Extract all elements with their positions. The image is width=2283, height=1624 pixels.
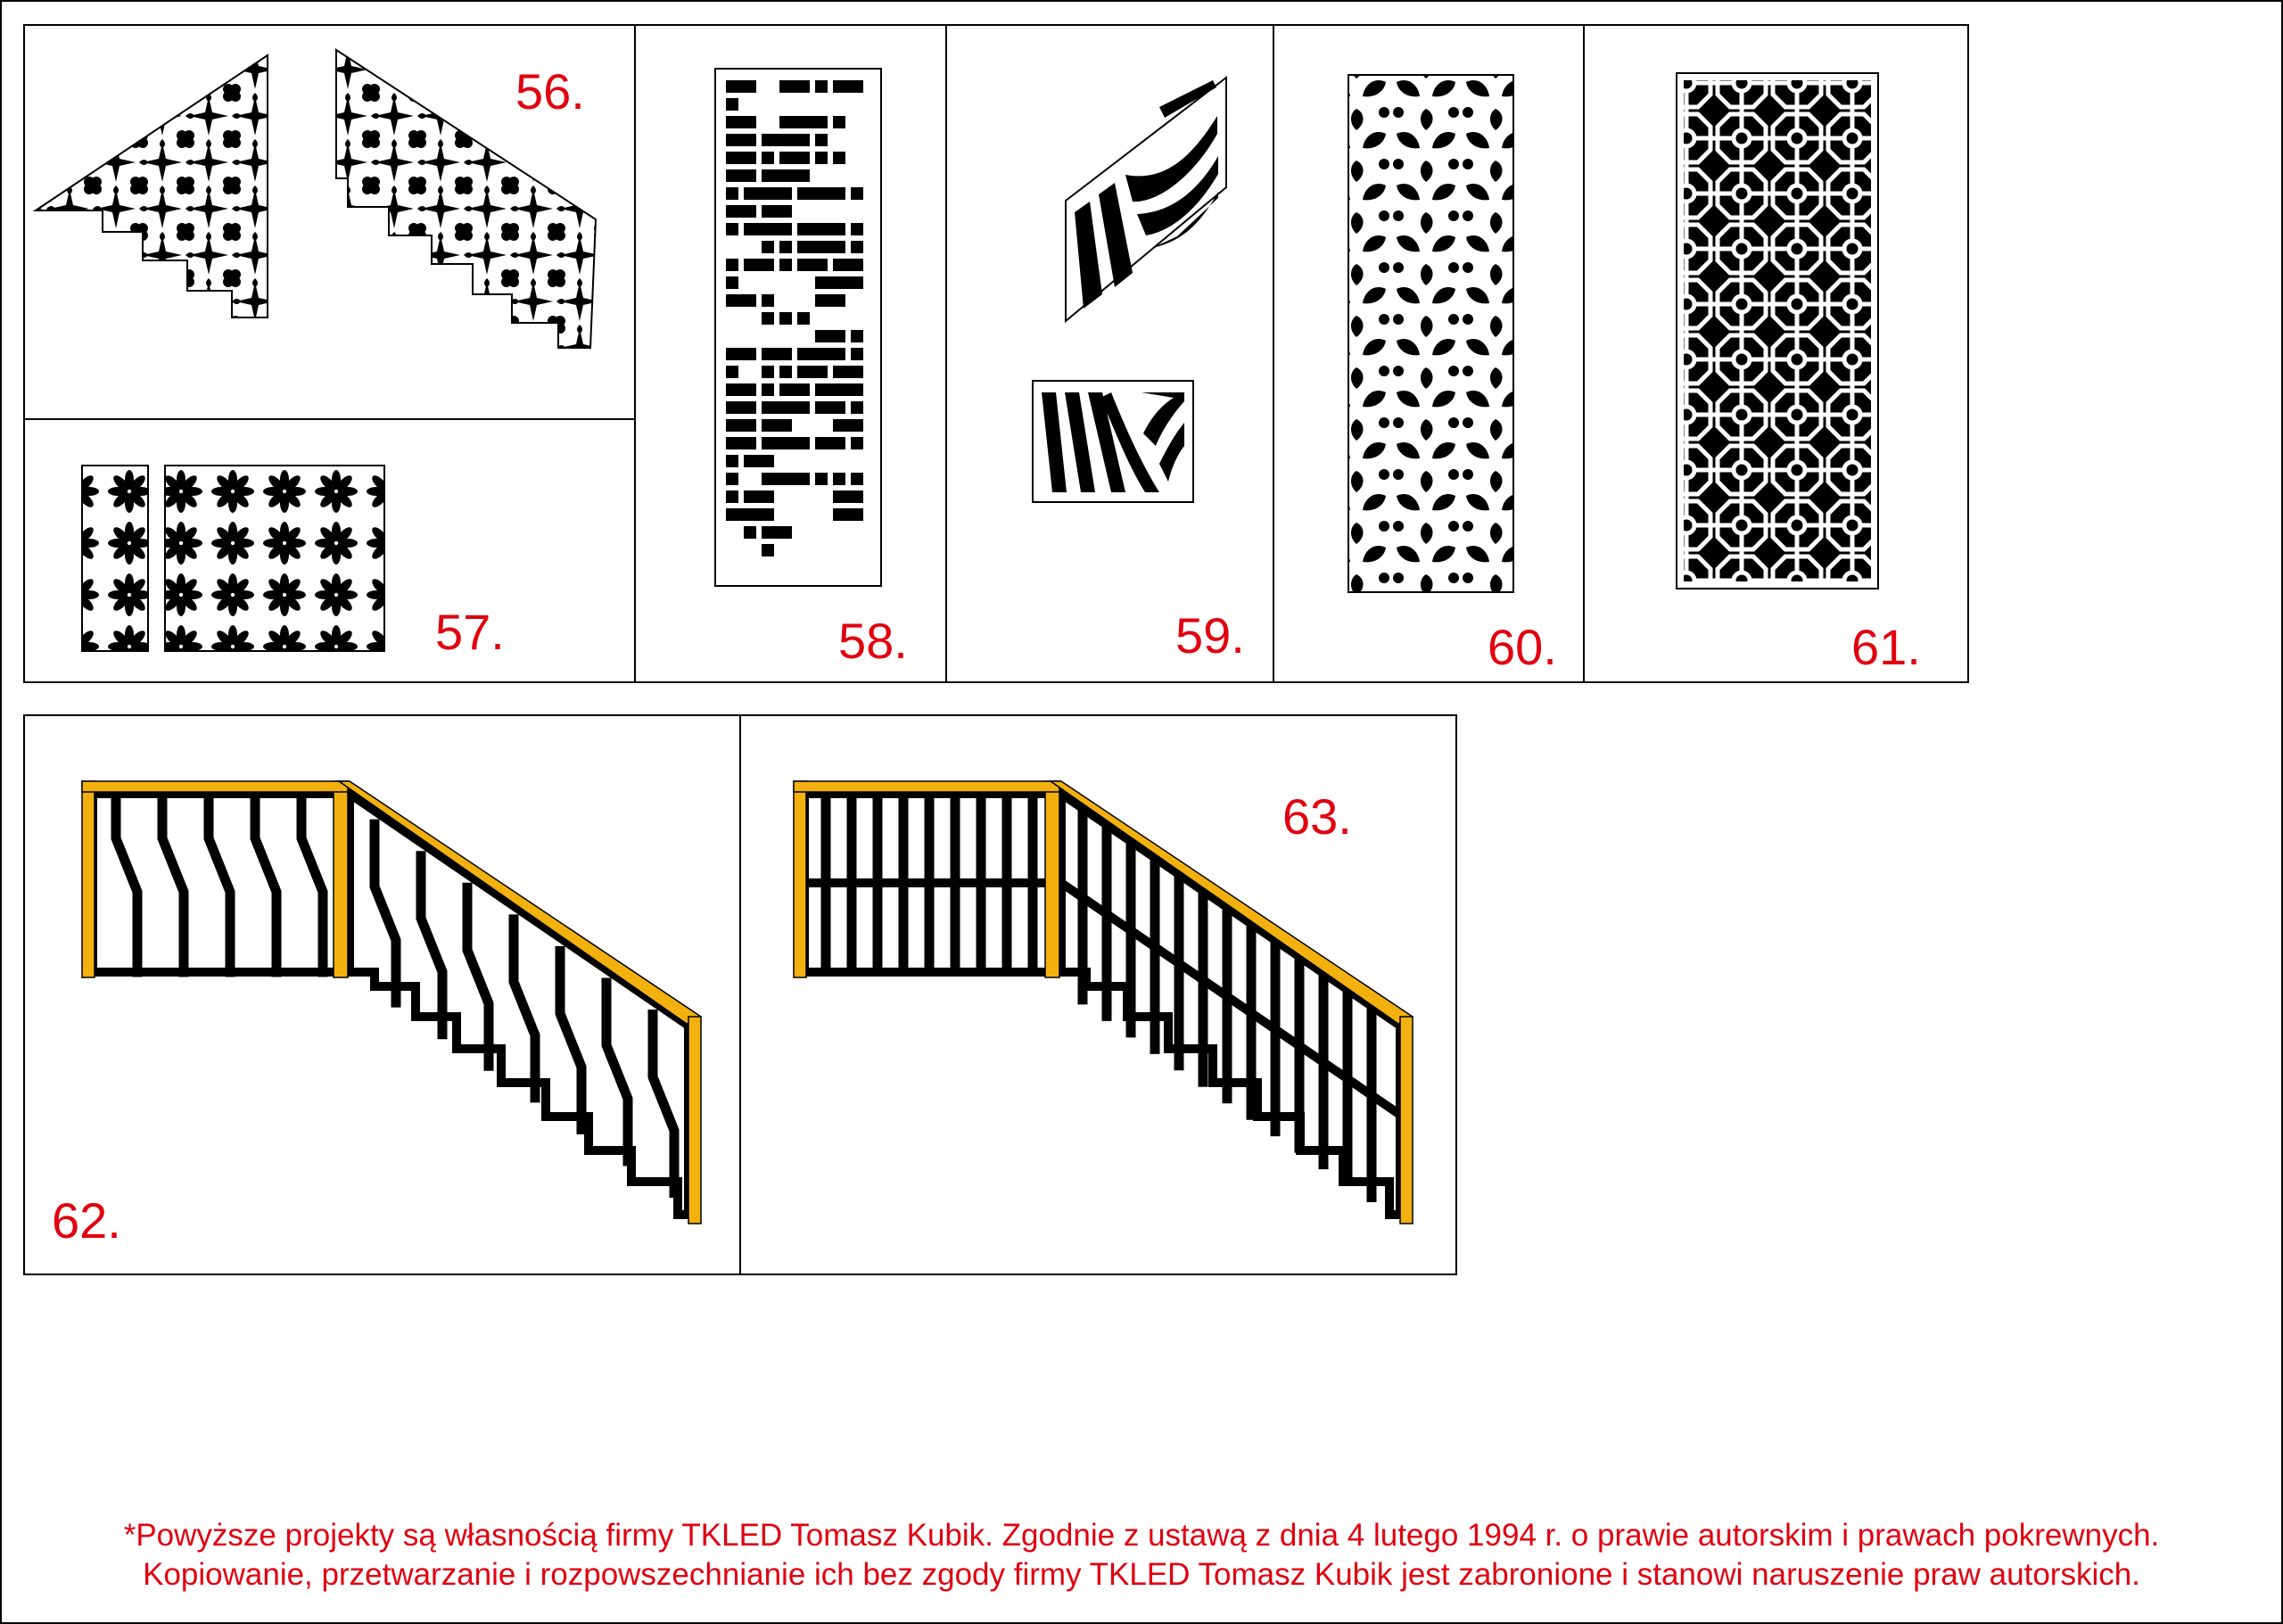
maze-block: [744, 259, 774, 271]
maze-block: [726, 473, 738, 485]
maze-block: [726, 276, 738, 289]
maze-block: [779, 152, 810, 164]
maze-block: [762, 526, 792, 539]
design-59: [1033, 78, 1245, 664]
railing-bar: [560, 951, 581, 1129]
maze-block: [815, 473, 828, 485]
railing-bar: [301, 794, 323, 972]
maze-block: [762, 401, 810, 414]
maze-block: [726, 455, 738, 467]
maze-block: [726, 348, 756, 360]
maze-block: [762, 544, 774, 556]
maze-block: [833, 116, 845, 128]
railing-62-metal: [93, 794, 688, 1215]
maze-block: [851, 348, 863, 360]
maze-block: [833, 259, 863, 271]
maze-block: [833, 152, 845, 164]
maze-block: [726, 419, 756, 432]
railing-bar: [653, 1015, 674, 1193]
maze-block: [726, 152, 756, 164]
maze-block: [815, 330, 845, 342]
design-62: [52, 781, 701, 1249]
maze-block: [851, 330, 863, 342]
maze-block: [726, 366, 738, 378]
ornament-panel-60: [1348, 75, 1513, 592]
maze-block: [797, 241, 845, 253]
maze-block: [762, 366, 774, 378]
maze-block: [726, 508, 774, 521]
maze-block: [815, 134, 828, 146]
floral-panel-57-narrow: [82, 466, 148, 651]
maze-block: [797, 259, 828, 271]
maze-block: [815, 80, 828, 93]
maze-block: [726, 205, 756, 218]
maze-block: [815, 437, 845, 449]
maze-block: [833, 490, 863, 503]
maze-block: [833, 508, 863, 521]
railing-bar: [606, 983, 628, 1161]
railing-bar: [514, 919, 535, 1098]
design-number-59: 59.: [1175, 607, 1245, 664]
copyright-notice: [0, 1516, 2283, 1595]
maze-block: [851, 223, 863, 235]
design-number-62: 62.: [52, 1192, 121, 1249]
design-number-60: 60.: [1488, 619, 1557, 675]
maze-block: [726, 134, 756, 146]
maze-block: [762, 348, 792, 360]
design-58: [715, 69, 908, 669]
railing-63-bars: [826, 794, 1372, 1202]
railing-bar: [162, 794, 184, 972]
maze-block: [815, 276, 863, 289]
maze-block: [815, 383, 863, 396]
design-number-58: 58.: [838, 613, 908, 669]
maze-block: [833, 80, 863, 93]
maze-block: [851, 473, 863, 485]
maze-block: [726, 259, 738, 271]
floral-panel-57-wide: [165, 466, 384, 651]
maze-block: [762, 383, 774, 396]
maze-block: [815, 152, 828, 164]
railing-bar: [116, 794, 137, 972]
maze-block: [762, 312, 774, 325]
maze-block: [851, 437, 863, 449]
copyright-line-1: *Powyższe projekty są własnością firmy TKLED Tomasz Kubik. Zgodnie z ustawą z dnia 4 lutego 1994 r. o prawie autorskim i prawach pokrewnych.: [123, 1518, 2160, 1553]
design-57: [82, 466, 505, 660]
design-number-61: 61.: [1851, 619, 1921, 675]
lattice-panel-61-pattern: [1684, 80, 1871, 581]
maze-block: [851, 187, 863, 200]
maze-block: [851, 401, 863, 414]
maze-block: [851, 241, 863, 253]
design-56: [36, 50, 596, 348]
railing-bar: [209, 794, 230, 972]
design-number-63: 63.: [1282, 788, 1352, 845]
design-60: [1348, 75, 1557, 675]
maze-block: [762, 419, 792, 432]
maze-block: [797, 366, 828, 378]
maze-block: [762, 152, 774, 164]
maze-block: [779, 366, 792, 378]
maze-block: [726, 187, 738, 200]
maze-block: [726, 383, 756, 396]
maze-block: [726, 437, 756, 449]
maze-block: [726, 169, 756, 182]
maze-block: [726, 116, 756, 128]
maze-block: [762, 205, 792, 218]
maze-block: [833, 473, 845, 485]
maze-block: [762, 134, 810, 146]
maze-block: [797, 348, 845, 360]
maze-block: [762, 241, 774, 253]
maze-block: [815, 294, 845, 307]
maze-block: [726, 98, 738, 111]
maze-block: [779, 241, 792, 253]
maze-block: [779, 116, 828, 128]
maze-block: [726, 294, 756, 307]
copyright-line-2: Kopiowanie, przetwarzanie i rozpowszechnianie ich bez zgody firmy TKLED Tomasz Kubik jest zabronione i stanowi naruszenie praw autorskich.: [143, 1557, 2140, 1592]
maze-block: [744, 455, 774, 467]
maze-block: [833, 366, 863, 378]
maze-block: [726, 490, 738, 503]
railing-bar: [421, 856, 442, 1035]
maze-block: [762, 169, 810, 182]
maze-block: [762, 294, 774, 307]
maze-block: [762, 437, 810, 449]
design-number-56: 56.: [515, 63, 585, 120]
maze-block: [779, 80, 810, 93]
maze-block: [815, 401, 845, 414]
maze-block: [744, 223, 792, 235]
maze-block: [744, 490, 774, 503]
maze-block: [797, 187, 845, 200]
maze-block: [797, 223, 845, 235]
railing-bar: [467, 887, 489, 1066]
stair-panel-56-left: [36, 55, 268, 317]
maze-block: [833, 419, 863, 432]
bottom-row-frame: [24, 715, 1456, 1274]
maze-block: [779, 259, 792, 271]
design-number-57: 57.: [435, 604, 505, 660]
maze-block: [726, 223, 738, 235]
design-61: [1677, 73, 1921, 675]
maze-block: [726, 401, 756, 414]
maze-block: [779, 383, 810, 396]
railing-bar: [255, 794, 276, 972]
maze-block: [744, 526, 756, 539]
design-63: [794, 781, 1413, 1224]
maze-block: [779, 312, 792, 325]
maze-block: [762, 473, 810, 485]
maze-block: [797, 312, 810, 325]
maze-block: [744, 187, 792, 200]
maze-block: [726, 80, 756, 93]
